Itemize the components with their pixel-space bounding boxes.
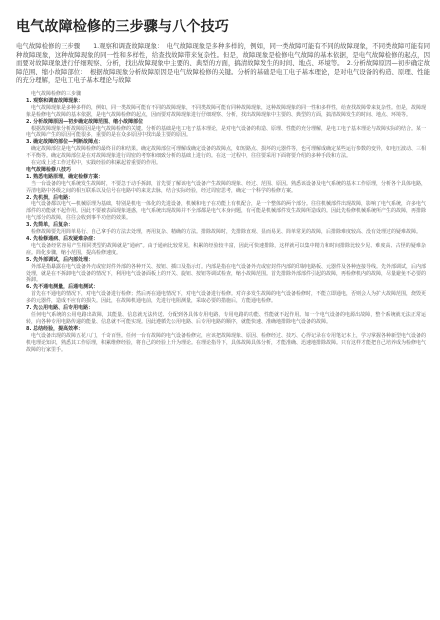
document-title: 电气故障检修的三步骤与八个技巧 <box>16 19 229 35</box>
section-heading: 3. 先简单，后复杂： <box>26 222 74 229</box>
body-paragraph: 外部是指暴露在电气设备外壳或密封件外部的各种开关、按钮、插口及指示灯。内部是指在电气设备外壳或密封件内部的印制电路板、元器件及各种连接导线。先外部调试，后内部处理，就是在不拆卸电气设备的情况下，利用电气设备面板上的开关、旋钮、按钮等调试检查，缩小故障范围。首先排除外部部件引起的故障，再检修机内的故障，尽量避免不必要的拆卸。 <box>26 263 427 284</box>
body-paragraph: 在完成上述工作过程中，实践经验的积累起着重要的作用。 <box>31 160 162 167</box>
section-heading: 4. 先检修通病、后攻疑难杂症： <box>26 236 99 242</box>
section-heading: 8. 总结经验，提高效率： <box>26 325 84 332</box>
body-paragraph: 任何电气系统的公用电路出故障，其能量、信息就无法传送、分配到各具体专用电路，专用电路的功能、性能就不起作用。如一个电气设备的电源出故障，整个系统就无法正常运转，向各种专用电路传递的能量、信息就不可能实现。因此遵循先公用电路、后专用电路的顺序，就能快速、准确地排除电气设备的故障。 <box>26 311 426 325</box>
section-heading: 1. 熟悉电路原理，确定检修方案： <box>26 173 104 180</box>
section-heading: 7. 先公用电路、后专用电路： <box>26 305 94 312</box>
section-heading: 电气故障检修八技巧 <box>26 166 72 173</box>
body-paragraph: 首先在不通电的情况下，对电气设备进行检修；然后再在通电情况下，对电气设备进行检修。对许多发生故障的电气设备检修时，不能立即通电，否则会人为扩大故障范围，烧毁更多的元器件，造成不应有的损失。因此，在故障机通电前，先进行电阻测量，采取必要的措施后，方能通电检修。 <box>26 291 427 305</box>
body-section <box>26 91 426 353</box>
section-heading: 2. 分析故障原因—初步确定故障范围、缩小故障部位 <box>26 118 144 125</box>
body-paragraph: 检修故障要先用简单易行、自己拿手的方法去处理，再用复杂、精确的方法。排除故障时，先排除直观、显而易见、简单常见的故障，后排除难度较高、没有处理过的疑难故障。 <box>31 229 422 236</box>
body-paragraph: 电气设备都以电气—机械原理为基础，特别是机电一体化的先进设备，机械和电子在功能上有机配合，是一个整体的两个部分。往往机械部件出现故障，影响了电气系统，许多电气部件的功能就不起作用。因此不要被表面现象迷惑，电气系统出现故障并不全部都是电气本身问题，有可能是机械部件发生故障所造成的。因此先检修机械系统所产生的故障，再排除电气部分的故障，往往会收到事半功倍的效果。 <box>26 201 427 222</box>
body-paragraph: 确定故障部位是电气故障检修的最终目的和结果。确定故障部位可理解成确定设备的故障点，如短路点、损坏的元器件等，也可理解成确定某些运行参数的变异，如电压波动、三相不平衡等。确定故障部位是在对故障现象进行周密的考察和细致分析的基础上进行的。在这一过程中，往往要采用下面将要介绍的多种手段和方法。 <box>26 146 427 160</box>
intro-section <box>16 42 430 85</box>
section-heading: 3. 确定故障的部位—判断故障点： <box>26 139 104 146</box>
section-heading: 1. 观察和调查故障现象： <box>26 97 84 104</box>
body-paragraph: 根据故障现象分析故障原因是电气故障检修的关键。分析的基础是电工电子基本理论，是对电气设备的构造、原理、性能的充分理解，是电工电子基本理论与故障实际的结合。某一电气故障产生的原因可能很多，重要的是在众多原因中找出最主要的原因。 <box>26 125 427 139</box>
body-paragraph: 电气故障现象是多种多样的，例如，同一类故障可能有不同的故障现象，不同类故障可能有同种故障现象，这种故障现象的同一性和多样性，给查找故障带来复杂性。但是，故障现象是检修电气故障的基本依据，是电气故障检修的起点，因而要对故障现象进行仔细观察、分析，找出故障现象中主要的、典型的方面，搞清故障发生的时间、地点、环境等。 <box>26 104 427 118</box>
body-paragraph: 当一台设备的电气系统发生故障时，不要急于动手拆卸，首先要了解该电气设备产生故障的现象、经过、范围、原因。熟悉该设备及电气系统的基本工作原理，分析各个具体电路，弄清电路中各级之间的相互联系以及信号在电路中的来龙去脉，结合实际经验，经过周密思考，确定一个科学的检修方案。 <box>26 180 427 194</box>
section-heading: 2. 先机损，后电路： <box>26 194 74 201</box>
section-heading: 5. 先外部调试，后内部处理： <box>26 256 94 263</box>
body-paragraph: 电气故障检修的三步骤 <box>31 90 82 97</box>
section-heading: 6. 先不通电测量，后通电测试： <box>26 284 99 291</box>
body-paragraph: 电气设备经常容易产生相同类型的故障就是“通病”。由于通病比较常见，积累的经验较丰富，因此可快速排除，这样就可以集中精力和时间排除比较少见、难度高、古怪的疑难杂症。简化步骤，缩小范围，提高检修速度。 <box>26 242 426 256</box>
intro-paragraph: 电气故障检修的三步骤 1.观察和调查故障现象： 电气故障现象是多种多样的，例如，同一类故障可能有不同的故障现象，不同类故障可能有同种故障现象，这种故障现象的同一性和多样性，给查找故障带来复杂性。但是，故障现象是检修电气故障的基本依据，是电气故障检修的起点，因而要对故障现象进行仔细观察、分析，找出故障现象中主要的、典型的方面，搞清故障发生的时间、地点、环境等。 2.分析故障原因—初步确定故障范围、缩小故障部位： 根据故障现象分析故障原因是电气故障检修的关键。分析的基础是电工电子基本理论，是对电气设备的构造、原理、性能的充分理解，是电工电子基本理论与故障 <box>16 42 430 85</box>
body-paragraph: 电气设备出现的故障五花八门，千奇百怪。任何一台有故障的电气设备检修完，应该把故障现象、原因、检修经过、技巧、心得记录在专用笔记本上，学习掌握各种新型电气设备的机电理论知识，熟悉其工作原理，积累维修经验，将自己的经验上升为理论。在理论指导下，具体故障具体分析，才能准确、迅速地排除故障。只有这样才能把自己培养成为检修电气故障的行家里手。 <box>26 332 427 353</box>
